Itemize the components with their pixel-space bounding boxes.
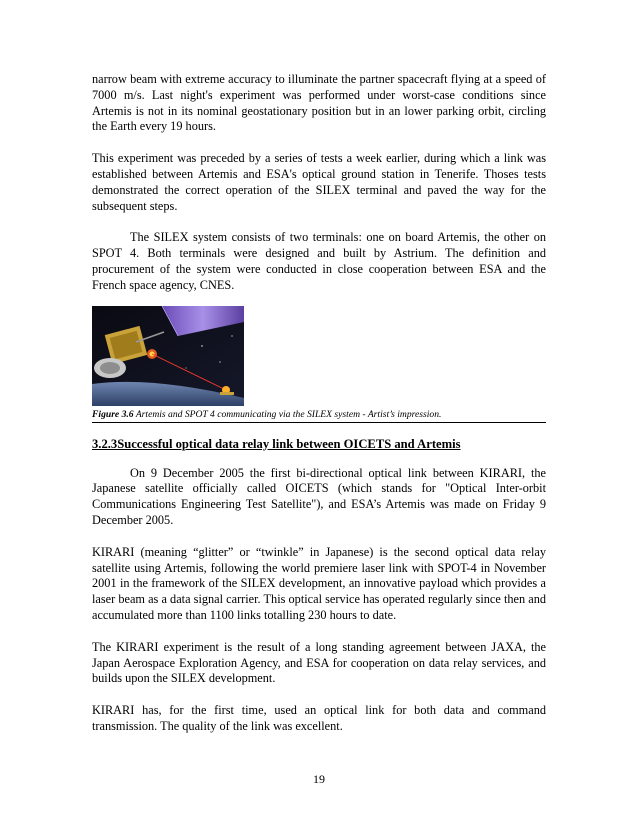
page-number: 19 <box>313 772 325 786</box>
paragraph-6: The KIRARI experiment is the result of a long standing agreement between JAXA, the Japan Aerospace Exploration Agency, and ESA for cooperation on data relay services, and builds upon the SILEX development. <box>92 639 546 686</box>
paragraph-7: KIRARI has, for the first time, used an optical link for both data and command transmission. The quality of the link was excellent. <box>92 703 546 733</box>
paragraph-2: This experiment was preceded by a series of tests a week earlier, during which a link was established between Artemis and ESA's optical ground station in Tenerife. Thoses tests demonstrated the correct operation of the SILEX terminal and paved the way for the subsequent steps. <box>92 151 546 213</box>
figure-caption-label: Figure 3.6 <box>92 408 134 420</box>
figure-caption <box>92 409 546 423</box>
satellite-illustration <box>92 306 244 406</box>
figure <box>92 306 546 423</box>
paragraph-5: KIRARI (meaning “glitter” or “twinkle” in Japanese) is the second optical data relay satellite using Artemis, following the world premiere laser link with SPOT-4 in November 2001 in the framework of the SILEX development, an innovative payload which provides a laser beam as a data signal carrier. This optical service has operated regularly since then and accumulated more than 1100 links totalling 230 hours to date. <box>92 544 546 622</box>
document-page <box>92 72 546 735</box>
section-heading: 3.2.3Successful optical data relay link between OICETS and Artemis <box>92 436 461 451</box>
figure-image <box>92 306 244 406</box>
figure-caption-text: Artemis and SPOT 4 communicating via the SILEX system - Artist’s impression. <box>133 408 442 420</box>
paragraph-4: On 9 December 2005 the first bi-directional optical link between KIRARI, the Japanese satellite officially called OICETS (which stands for "Optical Inter-orbit Communications Engineering Test Satellite"), and ESA’s Artemis was made on Friday 9 December 2005. <box>92 465 546 527</box>
paragraph-3: The SILEX system consists of two terminals: one on board Artemis, the other on SPOT 4. Both terminals were designed and built by Astrium. The definition and procurement of the system were conducted in close cooperation between ESA and the French space agency, CNES. <box>92 230 546 292</box>
paragraph-1: narrow beam with extreme accuracy to illuminate the partner spacecraft flying at a speed of 7000 m/s. Last night's experiment was performed under worst-case conditions since Artemis is not in its nominal geostationary position but in an lower parking orbit, circling the Earth every 19 hours. <box>92 72 546 134</box>
